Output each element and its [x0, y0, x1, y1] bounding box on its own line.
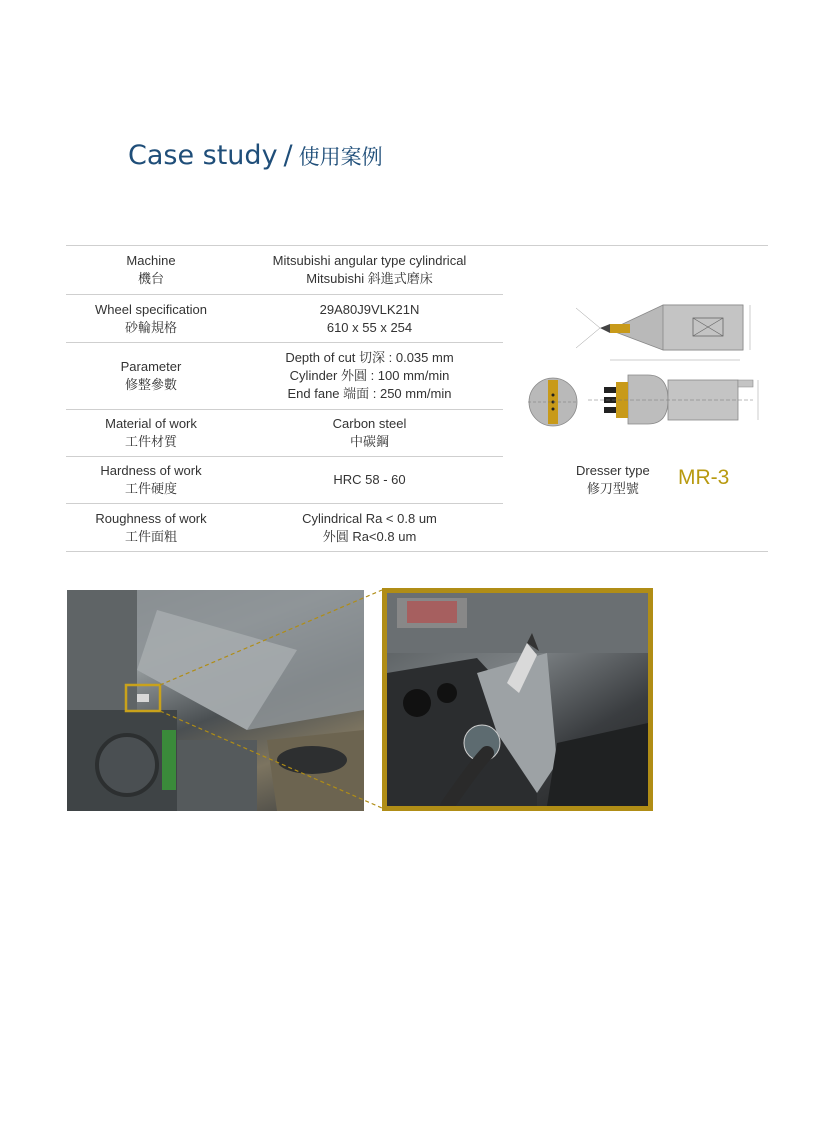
row-value	[236, 510, 503, 546]
machine-photo-illustration	[67, 590, 364, 811]
label-en: Hardness of work	[100, 463, 202, 478]
value-line: Cylinder 外圓 : 100 mm/min	[289, 368, 450, 383]
value-line: Carbon steel	[332, 416, 407, 431]
row-label	[66, 301, 236, 337]
value-line: Mitsubishi angular type cylindrical	[272, 253, 467, 268]
value-line: End fane 端面 : 250 mm/min	[287, 386, 452, 401]
value-line: HRC 58 - 60	[333, 472, 406, 487]
label-zh: 工件材質	[124, 434, 177, 449]
row-label	[66, 358, 236, 394]
value-line: 外圓 Ra<0.8 um	[322, 528, 417, 544]
row-value	[236, 252, 503, 288]
dresser-model: MR-3	[678, 466, 730, 489]
label-en: Machine	[126, 253, 176, 268]
label-en: Parameter	[120, 359, 182, 374]
label-zh: 砂輪規格	[124, 319, 177, 335]
label-zh: 工件面粗	[124, 528, 177, 544]
table-row	[66, 246, 503, 295]
row-label	[66, 415, 236, 451]
label-en: Wheel specification	[95, 301, 207, 317]
label-zh: 修整參數	[124, 377, 177, 392]
row-value	[236, 415, 503, 451]
value-line: Mitsubishi 斜進式磨床	[306, 271, 433, 286]
title-en: Case study	[128, 140, 278, 171]
value-line: 29A80J9VLK21N	[319, 301, 420, 317]
row-label	[66, 462, 236, 498]
dresser-type-label	[576, 462, 650, 498]
value-line: Depth of cut 切深 : 0.035 mm	[285, 350, 454, 365]
title-separator: /	[283, 140, 293, 171]
dresser-closeup-photo	[382, 588, 653, 811]
label-zh: 機台	[137, 271, 164, 286]
dresser-label-zh: 修刀型號	[586, 481, 639, 496]
value-line: Cylindrical Ra < 0.8 um	[302, 510, 437, 526]
label-en: Material of work	[105, 416, 197, 431]
row-value	[236, 471, 503, 489]
table-row	[66, 410, 503, 457]
row-value	[236, 301, 503, 337]
row-value	[236, 349, 503, 403]
machine-photo	[67, 590, 364, 811]
row-label	[66, 252, 236, 288]
row-label	[66, 510, 236, 546]
page-title	[128, 140, 383, 171]
label-en: Roughness of work	[95, 510, 207, 526]
table-row	[66, 295, 503, 343]
dresser-label-en: Dresser type	[576, 463, 650, 478]
dresser-technical-drawing	[528, 300, 768, 430]
value-line: 610 x 55 x 254	[326, 319, 413, 335]
table-row	[66, 343, 503, 410]
table-row	[66, 457, 503, 504]
value-line: 中碳鋼	[349, 434, 389, 449]
title-zh: 使用案例	[298, 145, 383, 169]
closeup-photo-illustration	[387, 593, 648, 806]
label-zh: 工件硬度	[124, 481, 177, 496]
table-row	[66, 504, 503, 551]
